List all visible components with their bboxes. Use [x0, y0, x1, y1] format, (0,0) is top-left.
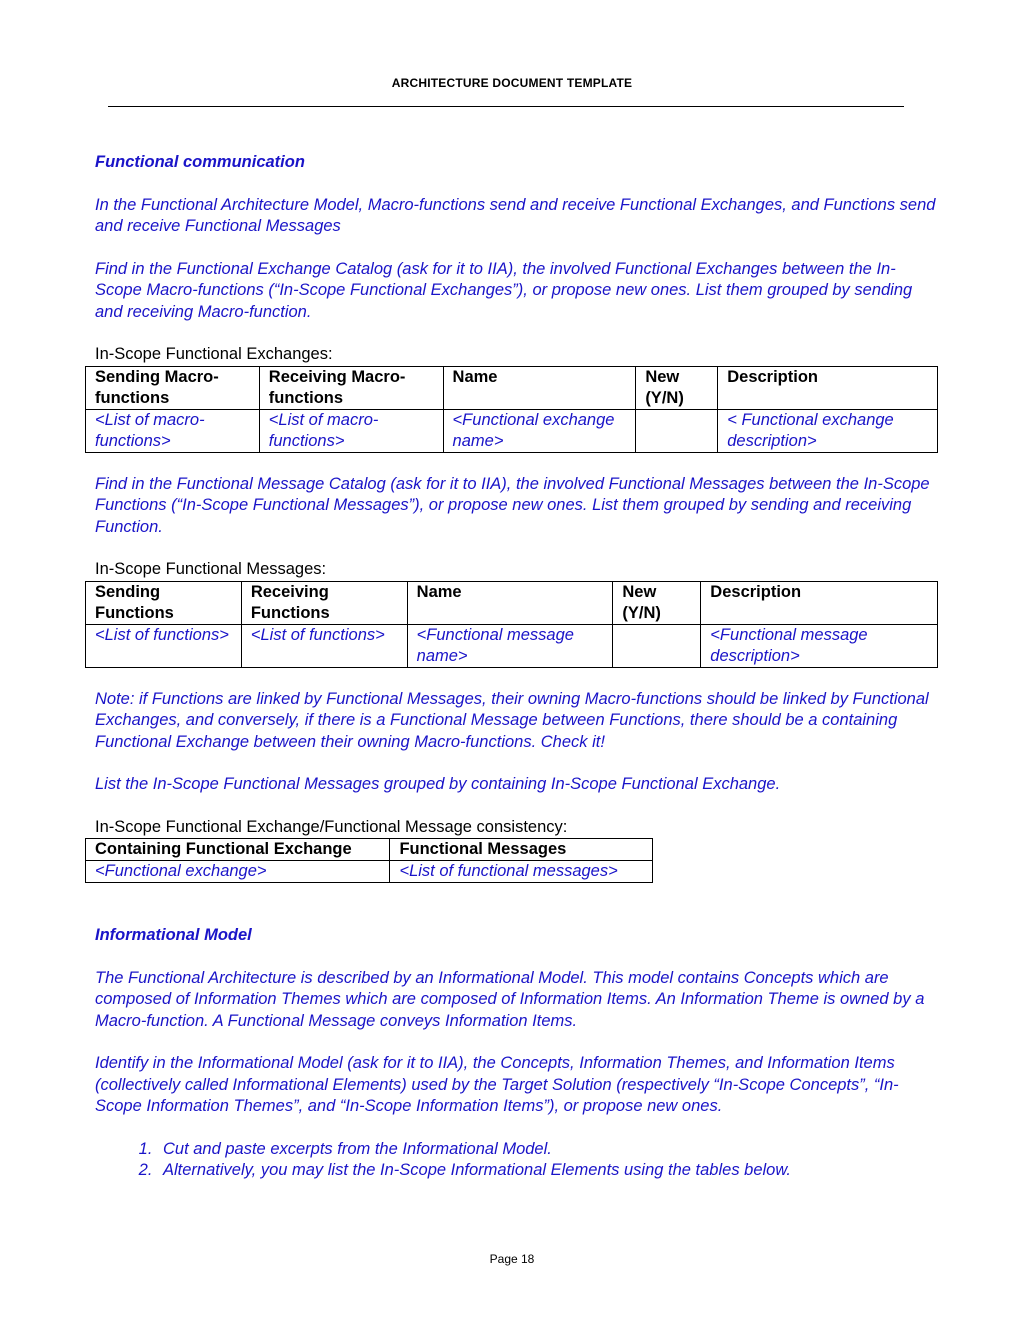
table-functional-exchanges: [85, 366, 938, 453]
header-cell: Receiving Functions: [241, 581, 407, 624]
table-caption-consistency: In-Scope Functional Exchange/Functional Message consistency:: [95, 817, 568, 836]
header-cell: Sending Macro-functions: [86, 366, 260, 409]
header-cell: Description: [701, 581, 938, 624]
paragraph-list-grouped: List the In-Scope Functional Messages grouped by containing In-Scope Functional Exchange.: [95, 775, 781, 793]
header-cell: Containing Functional Exchange: [86, 839, 390, 861]
paragraph-intro: In the Functional Architecture Model, Macro-functions send and receive Functional Exchanges, and Functions send and receive Functional Messages: [95, 195, 936, 235]
paragraph-message-catalog: Find in the Functional Message Catalog (ask for it to IIA), the involved Functional Messages between the In-Scope Functions (“In-Scope Functional Messages”), or propose new ones. List them grouped by sending and receiving Function.: [95, 474, 930, 536]
table-cell: <List of macro-functions>: [259, 409, 443, 452]
list-item: 1. Cut and paste excerpts from the Informational Model.: [157, 1139, 940, 1161]
header-cell: Name: [443, 366, 636, 409]
header-cell: Functional Messages: [390, 839, 653, 861]
table-row: [86, 861, 653, 883]
header-cell: Description: [718, 366, 938, 409]
table-cell: [636, 409, 718, 452]
document-body: [95, 152, 940, 1182]
table-caption-messages: In-Scope Functional Messages:: [95, 560, 327, 578]
table-cell: < Functional exchange description>: [718, 409, 938, 452]
table-functional-messages: [85, 581, 938, 668]
header-cell: New (Y/N): [613, 581, 701, 624]
table-cell: <List of functional messages>: [390, 861, 653, 883]
table-cell: <Functional message name>: [407, 624, 613, 667]
header-cell: Name: [407, 581, 613, 624]
table-header-row: [86, 839, 653, 861]
table-cell: [613, 624, 701, 667]
table-header-row: [86, 366, 938, 409]
header-divider: [108, 106, 904, 107]
table-cell: <Functional message description>: [701, 624, 938, 667]
table-cell: <List of functions>: [241, 624, 407, 667]
list-item: 2. Alternatively, you may list the In-Scope Informational Elements using the tables below.: [157, 1160, 940, 1182]
paragraph-note: Note: if Functions are linked by Functional Messages, their owning Macro-functions should be linked by Functional Exchanges, and conversely, if there is a Functional Message between Functions, there should be a containing Functional Exchange between their owning Macro-functions. Check it!: [95, 689, 929, 751]
table-caption-exchanges: In-Scope Functional Exchanges:: [95, 345, 333, 363]
header-cell: New (Y/N): [636, 366, 718, 409]
paragraph-informational-intro: The Functional Architecture is described by an Informational Model. This model contains Concepts which are composed of Information Themes which are composed of Information Items. An Information Theme is owned by a Macro-function. A Functional Message conveys Information Items.: [95, 968, 925, 1030]
table-cell: <Functional exchange name>: [443, 409, 636, 452]
table-cell: <Functional exchange>: [86, 861, 390, 883]
header-cell: Receiving Macro-functions: [259, 366, 443, 409]
steps-list: [95, 1139, 940, 1182]
page-number: Page 18: [489, 1252, 535, 1266]
paragraph-exchange-catalog: Find in the Functional Exchange Catalog (ask for it to IIA), the involved Functional Exchanges between the In-Scope Macro-functions (“In-Scope Functional Exchanges”), or propose new ones. List them grouped by sending and receiving Macro-function.: [95, 259, 913, 321]
table-row: [86, 624, 938, 667]
table-cell: <List of macro-functions>: [86, 409, 260, 452]
table-row: [86, 409, 938, 452]
page-header: ARCHITECTURE DOCUMENT TEMPLATE: [391, 76, 633, 90]
table-consistency: [85, 838, 653, 883]
section-heading-functional-communication: Functional communication: [95, 153, 305, 171]
section-heading-informational-model: Informational Model: [95, 926, 252, 944]
table-cell: <List of functions>: [86, 624, 242, 667]
table-header-row: [86, 581, 938, 624]
header-cell: Sending Functions: [86, 581, 242, 624]
paragraph-identify: Identify in the Informational Model (ask for it to IIA), the Concepts, Information Themes, and Information Items (collectively called Informational Elements) used by the Target Solution (respectively “In-Scope Concepts”, “In-Scope Information Themes”, and “In-Scope Information Items”), or propose new ones.: [95, 1054, 899, 1115]
